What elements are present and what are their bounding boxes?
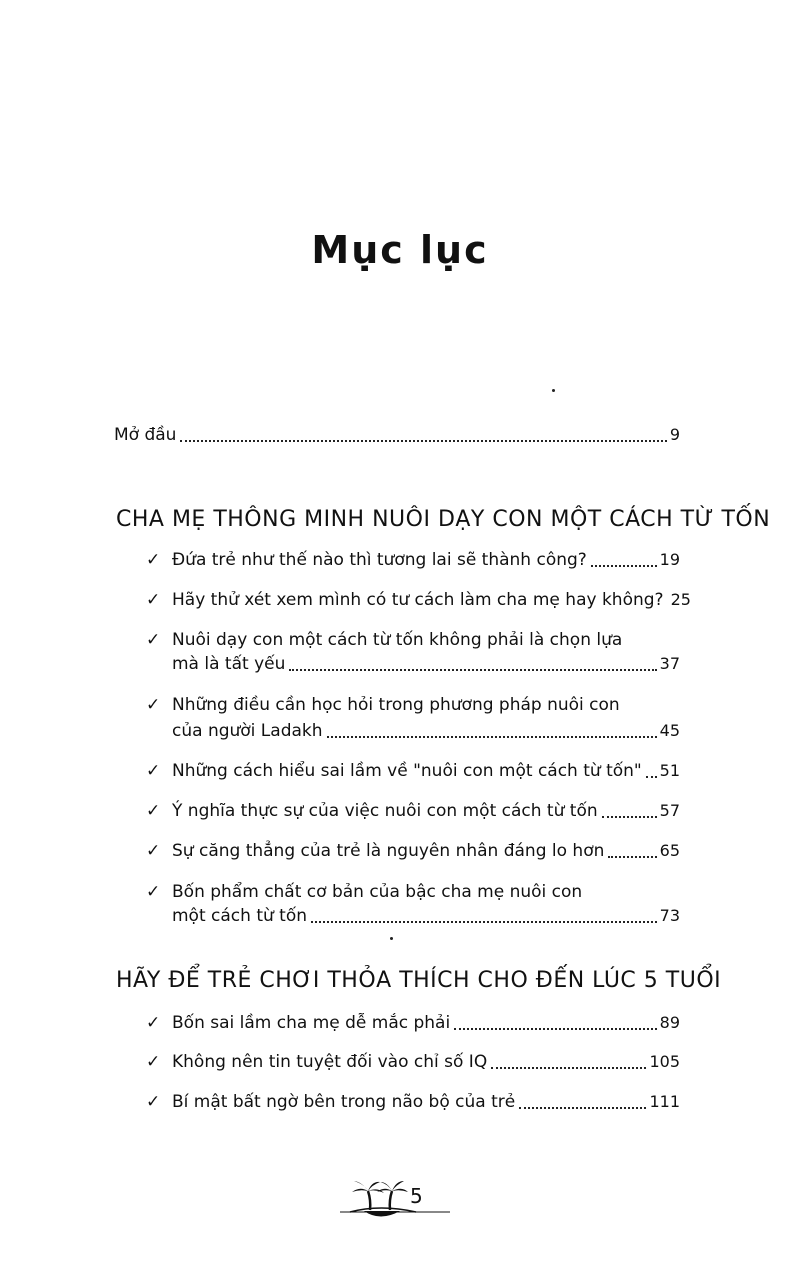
dot-leader — [519, 1106, 646, 1109]
dot-leader — [602, 815, 657, 818]
toc-entry-page: 19 — [659, 550, 680, 569]
page-footer — [340, 1178, 450, 1228]
toc-entry-label: Mở đầu — [114, 425, 177, 445]
toc-entry — [172, 720, 680, 742]
toc-entry-label: Sự căng thẳng của trẻ là nguyên nhân đáng lo hơn — [172, 841, 605, 861]
toc-entry-page: 89 — [659, 1013, 680, 1032]
check-icon: ✓ — [146, 550, 161, 570]
toc-entry-page: 25 — [670, 590, 691, 609]
toc-entry-page: 105 — [649, 1052, 680, 1071]
check-icon: ✓ — [146, 801, 161, 821]
toc-entry-label: Hãy thử xét xem mình có tư cách làm cha mẹ hay không? — [172, 590, 664, 610]
page-number: 5 — [410, 1184, 423, 1208]
toc-entry-page: 9 — [669, 425, 680, 444]
toc-entry-page: 51 — [659, 761, 680, 780]
page-title: Mục lục — [311, 228, 489, 272]
check-icon: ✓ — [146, 761, 161, 781]
section-heading: CHA MẸ THÔNG MINH NUÔI DẠY CON MỘT CÁCH TỪ TỐN — [116, 507, 771, 532]
check-icon: ✓ — [146, 841, 161, 861]
toc-entry-label: Bí mật bất ngờ bên trong não bộ của trẻ — [172, 1092, 516, 1112]
section-heading: HÃY ĐỂ TRẺ CHƠI THỎA THÍCH CHO ĐẾN LÚC 5 TUỔI — [116, 968, 722, 993]
toc-entry-page: 45 — [659, 721, 680, 740]
dot-leader — [646, 775, 657, 778]
toc-entry — [172, 1051, 680, 1073]
toc-entry-page: 111 — [649, 1092, 680, 1111]
toc-entry-page: 37 — [659, 654, 680, 673]
toc-entry — [172, 840, 680, 862]
toc-entry-label: Những điều cần học hỏi trong phương pháp nuôi con — [172, 695, 620, 715]
print-speck — [552, 389, 555, 392]
toc-entry-page: 57 — [659, 801, 680, 820]
check-icon: ✓ — [146, 590, 161, 610]
toc-entry-label: Nuôi dạy con một cách từ tốn không phải là chọn lựa — [172, 630, 623, 650]
dot-leader — [608, 855, 656, 858]
dot-leader — [289, 668, 656, 671]
toc-entry-intro — [114, 424, 680, 446]
dot-leader — [591, 564, 657, 567]
print-speck — [390, 937, 393, 940]
toc-entry-label: Bốn phẩm chất cơ bản của bậc cha mẹ nuôi con — [172, 882, 583, 902]
check-icon: ✓ — [146, 882, 161, 902]
palm-island-icon — [340, 1178, 450, 1228]
toc-entry — [172, 800, 680, 822]
toc-entry-label: Ý nghĩa thực sự của việc nuôi con một cách từ tốn — [172, 801, 598, 821]
dot-leader — [180, 439, 666, 442]
check-icon: ✓ — [146, 1052, 161, 1072]
toc-entry-page: 65 — [659, 841, 680, 860]
dot-leader — [311, 920, 657, 923]
toc-entry-label-cont: mà là tất yếu — [172, 654, 286, 674]
toc-entry-label: Bốn sai lầm cha mẹ dễ mắc phải — [172, 1013, 451, 1033]
toc-entry — [172, 653, 680, 675]
toc-entry-label: Không nên tin tuyệt đối vào chỉ số IQ — [172, 1052, 488, 1072]
toc-entry-label: Những cách hiểu sai lầm về "nuôi con một cách từ tốn" — [172, 761, 642, 781]
toc-entry-label-cont: một cách từ tốn — [172, 906, 308, 926]
toc-entry-page: 73 — [659, 906, 680, 925]
toc-entry — [172, 549, 680, 571]
check-icon: ✓ — [146, 1092, 161, 1112]
toc-entry — [172, 760, 680, 782]
toc-entry — [172, 589, 691, 611]
dot-leader — [491, 1066, 646, 1069]
check-icon: ✓ — [146, 695, 161, 715]
check-icon: ✓ — [146, 1013, 161, 1033]
toc-entry — [172, 1012, 680, 1034]
dot-leader — [327, 735, 657, 738]
dot-leader — [454, 1027, 656, 1030]
toc-entry — [172, 1091, 680, 1113]
toc-entry — [172, 905, 680, 927]
toc-entry-label: Đứa trẻ như thế nào thì tương lai sẽ thành công? — [172, 550, 587, 570]
toc-entry-label-cont: của người Ladakh — [172, 721, 323, 741]
check-icon: ✓ — [146, 630, 161, 650]
